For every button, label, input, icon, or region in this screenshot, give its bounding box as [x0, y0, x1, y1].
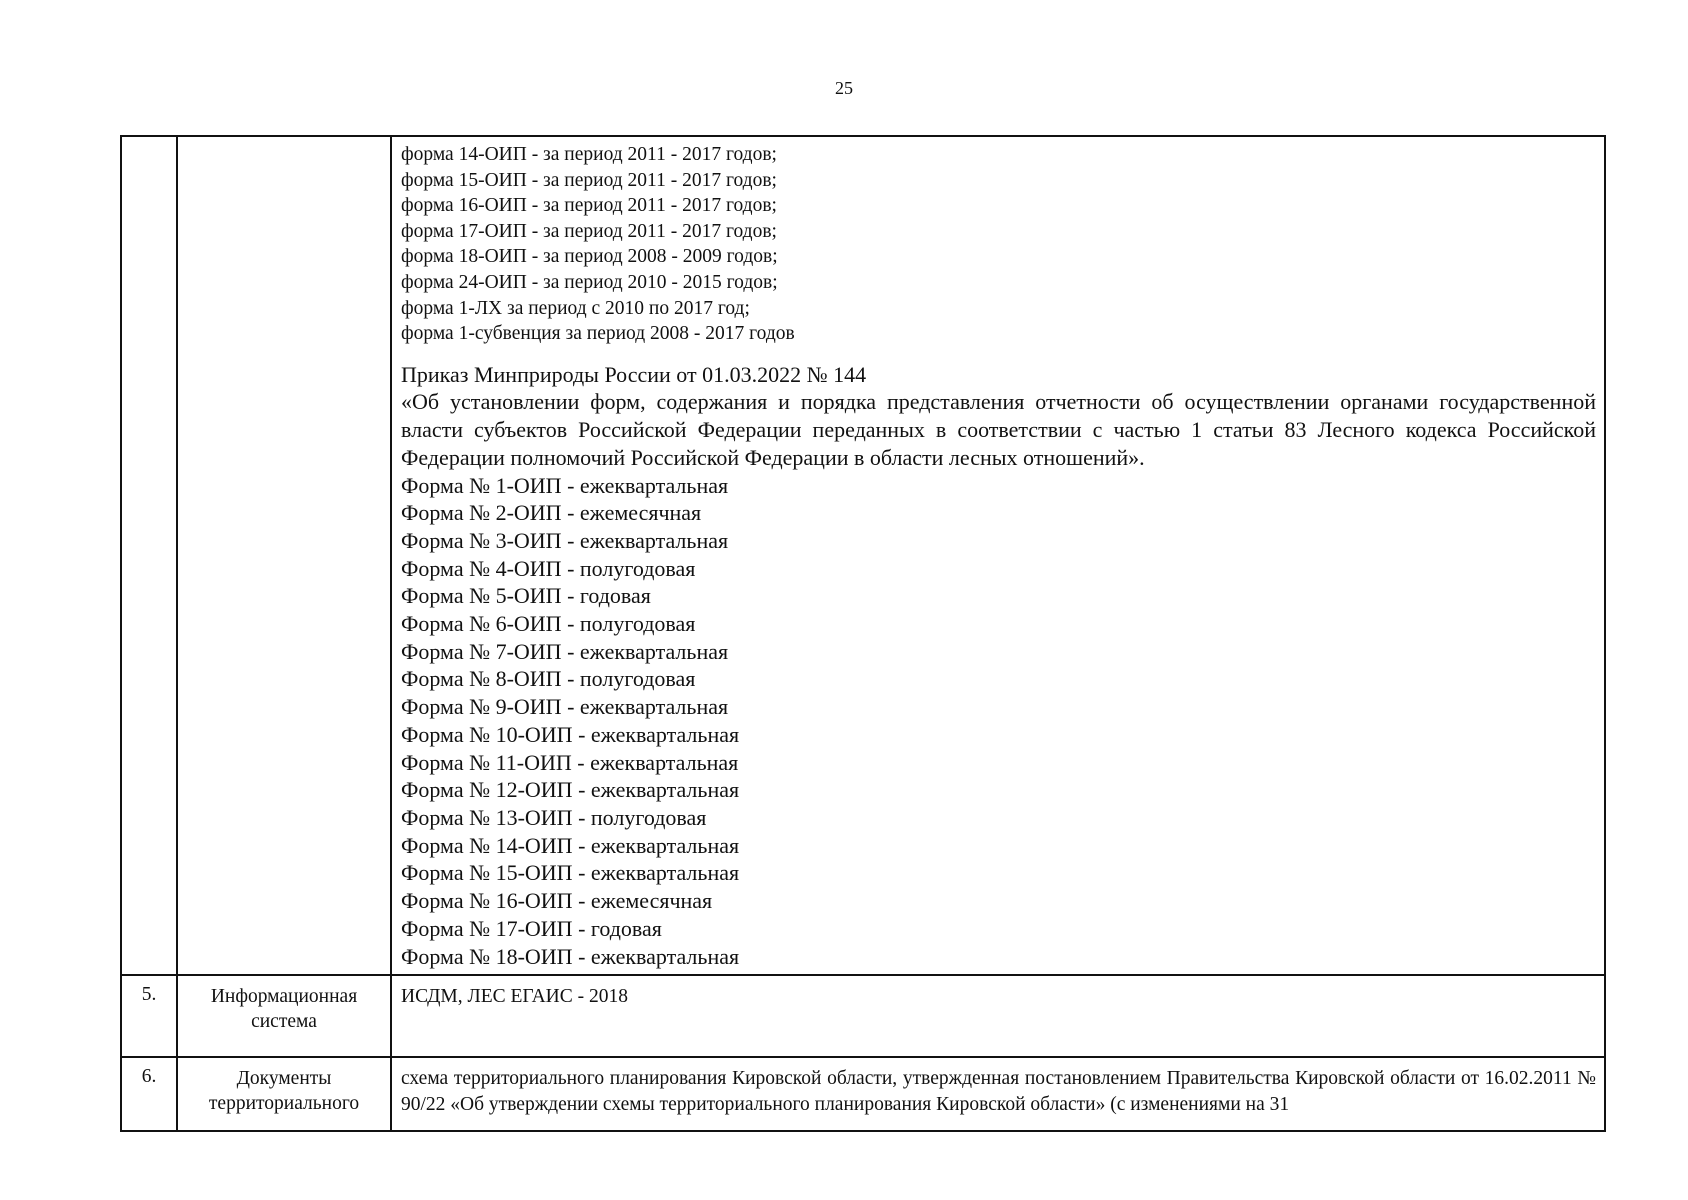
list-item: Форма № 9-ОИП - ежеквартальная	[401, 694, 729, 720]
list-item: Форма № 8-ОИП - полугодовая	[401, 666, 696, 692]
order-forms-list	[401, 472, 1596, 971]
list-item: форма 1-ЛХ за период с 2010 по 2017 год;	[401, 297, 750, 319]
table-row	[121, 1057, 1605, 1131]
document-table	[120, 135, 1606, 1132]
list-item: Форма № 14-ОИП - ежеквартальная	[401, 832, 740, 858]
list-item: Форма № 11-ОИП - ежеквартальная	[401, 749, 739, 775]
list-item: Форма № 10-ОИП - ежеквартальная	[401, 721, 740, 747]
list-item: форма 1-субвенция за период 2008 - 2017 годов	[401, 323, 795, 345]
cell-number-empty	[121, 136, 177, 975]
row-name: Документы территориального	[177, 1057, 391, 1131]
list-item: Форма № 5-ОИП - годовая	[401, 583, 651, 609]
list-item: Форма № 18-ОИП - ежеквартальная	[401, 943, 740, 969]
order-title: Приказ Минприроды России от 01.03.2022 № 144	[401, 361, 867, 387]
list-item: Форма № 3-ОИП - ежеквартальная	[401, 527, 729, 553]
list-item: Форма № 17-ОИП - годовая	[401, 915, 662, 941]
list-item: форма 24-ОИП - за период 2010 - 2015 годов;	[401, 271, 778, 293]
list-item: форма 16-ОИП - за период 2011 - 2017 годов;	[401, 195, 777, 217]
forms-list	[392, 137, 1604, 347]
list-item: форма 18-ОИП - за период 2008 - 2009 годов;	[401, 246, 778, 268]
order-block	[392, 347, 1604, 974]
order-description: «Об установлении форм, содержания и порядка представления отчетности об осуществлении органами государственной власти субъектов Российской Федерации переданных в соответствии с частью 1 статьи 83 Лесного кодекса Российской Федерации полномочий Российской Федерации в области лесных отношений».	[401, 389, 1596, 470]
row-number: 5.	[121, 975, 177, 1057]
list-item: Форма № 2-ОИП - ежемесячная	[401, 500, 702, 526]
list-item: Форма № 16-ОИП - ежемесячная	[401, 888, 713, 914]
list-item: форма 15-ОИП - за период 2011 - 2017 годов;	[401, 169, 777, 191]
list-item: Форма № 6-ОИП - полугодовая	[401, 611, 696, 637]
row-content: схема территориального планирования Кировской области, утвержденная постановлением Правительства Кировской области от 16.02.2011 № 90/22 «Об утверждении схемы территориального планирования Кировской области» (с изменениями на 31	[391, 1057, 1605, 1131]
row-content: ИСДМ, ЛЕС ЕГАИС - 2018	[391, 975, 1605, 1057]
list-item: форма 17-ОИП - за период 2011 - 2017 годов;	[401, 220, 777, 242]
list-item: Форма № 12-ОИП - ежеквартальная	[401, 777, 740, 803]
row-name: Информационная система	[177, 975, 391, 1057]
page-number: 25	[835, 78, 853, 98]
list-item: Форма № 4-ОИП - полугодовая	[401, 555, 696, 581]
cell-name-empty	[177, 136, 391, 975]
list-item: Форма № 1-ОИП - ежеквартальная	[401, 472, 729, 498]
table-row-continuation	[121, 136, 1605, 975]
list-item: форма 14-ОИП - за период 2011 - 2017 годов;	[401, 144, 777, 165]
cell-content-continuation	[391, 136, 1605, 975]
list-item: Форма № 7-ОИП - ежеквартальная	[401, 638, 729, 664]
row-number: 6.	[121, 1057, 177, 1131]
list-item: Форма № 13-ОИП - полугодовая	[401, 805, 707, 830]
table-row	[121, 975, 1605, 1057]
list-item: Форма № 15-ОИП - ежеквартальная	[401, 860, 740, 886]
